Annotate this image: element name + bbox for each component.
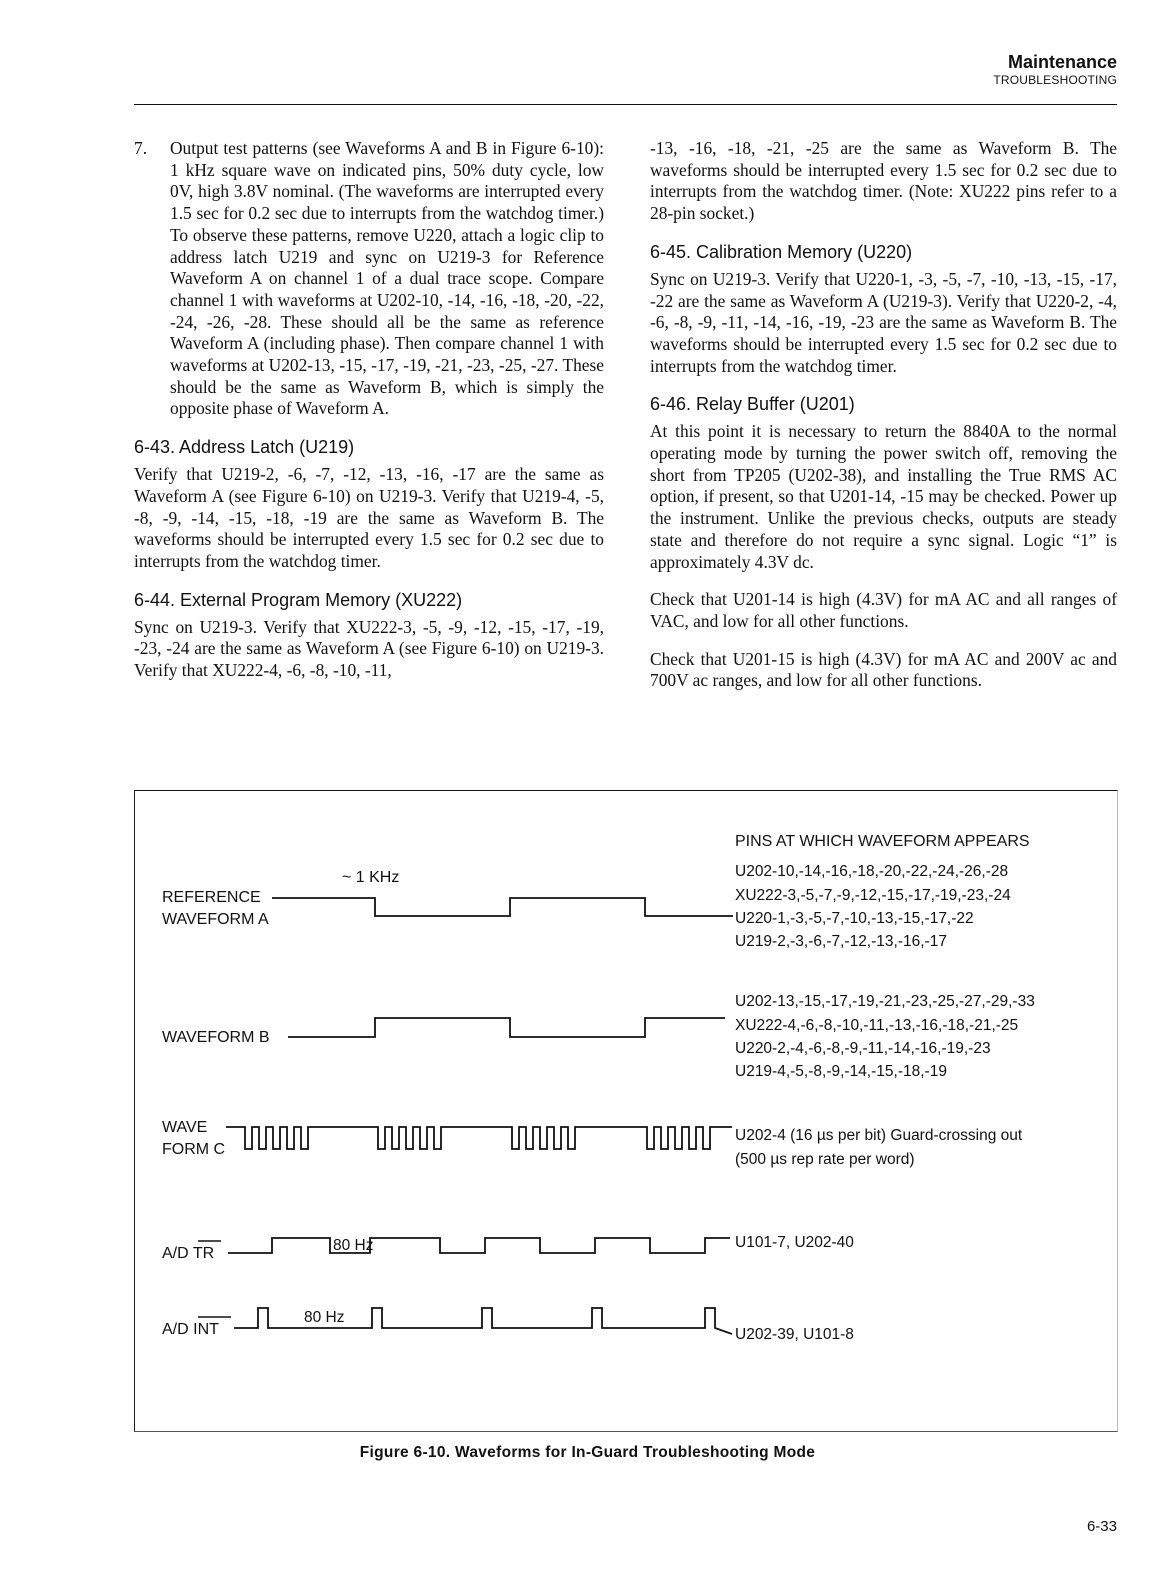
- step-7-number: 7.: [134, 138, 148, 158]
- adtr-label: A/D TR: [162, 1245, 215, 1262]
- waveform-c-label-line2: FORM C: [162, 1141, 226, 1158]
- ref-pins-3: U220-1,-3,-5,-7,-10,-13,-15,-17,-22: [735, 910, 974, 927]
- heading-6-43: 6-43. Address Latch (U219): [134, 437, 355, 458]
- wc-desc-2: (500 µs rep rate per word): [735, 1151, 915, 1168]
- wb-pins-3: U220-2,-4,-6,-8,-9,-11,-14,-16,-19,-23: [735, 1040, 991, 1057]
- heading-6-44: 6-44. External Program Memory (XU222): [134, 589, 463, 610]
- paragraph-6-46-c: Check that U201-15 is high (4.3V) for mA AC and 200V ac and 700V ac ranges, and low for all other functions.: [650, 648, 1117, 691]
- paragraph-6-44: Sync on U219-3. Verify that XU222-3, -5, -9, -12, -15, -17, -19, -23, -24 are the same as Waveform A (see Figure 6-10) on U219-3. Verify that XU222-4, -6, -8, -10, -11,: [134, 616, 604, 681]
- adtr-trace: [228, 1238, 730, 1253]
- waveform-a-trace: [272, 898, 733, 916]
- ref-pins-1: U202-10,-14,-16,-18,-20,-22,-24,-26,-28: [735, 863, 1009, 880]
- wb-pins-1: U202-13,-15,-17,-19,-21,-23,-25,-27,-29,-33: [735, 993, 1035, 1010]
- reference-label-line1: REFERENCE: [162, 889, 261, 906]
- reference-frequency: ~ 1 KHz: [342, 869, 400, 886]
- wb-pins-2: XU222-4,-6,-8,-10,-11,-13,-16,-18,-21,-25: [735, 1017, 1019, 1034]
- paragraph-6-46-b: Check that U201-14 is high (4.3V) for mA AC and all ranges of VAC, and low for all other functions.: [650, 589, 1117, 631]
- ref-pins-2: XU222-3,-5,-7,-9,-12,-15,-17,-19,-23,-24: [735, 887, 1011, 904]
- waveform-b-trace: [288, 1018, 725, 1037]
- adtr-pins: U101-7, U202-40: [735, 1234, 854, 1251]
- header-subtitle: TROUBLESHOOTING: [993, 73, 1117, 87]
- header-title: Maintenance: [1007, 52, 1117, 72]
- adint-pins: U202-39, U101-8: [735, 1326, 854, 1343]
- paragraph-6-43: Verify that U219-2, -6, -7, -12, -13, -16, -17 are the same as Waveform A (see Figure 6-10) on U219-3. Verify that U219-4, -5, -8, -9, -14, -15, -18, -19 are the same as Waveform B. The waveforms should be interrupted every 1.5 sec for 0.2 sec due to interrupts from the watchdog timer.: [134, 464, 604, 571]
- wb-pins-4: U219-4,-5,-8,-9,-14,-15,-18,-19: [735, 1063, 947, 1080]
- adint-frequency: 80 Hz: [304, 1309, 345, 1326]
- step-7-text: Output test patterns (see Waveforms A and B in Figure 6-10): 1 kHz square wave on indicated pins, 50% duty cycle, low 0V, high 3.8V nominal. (The waveforms are interrupted every 1.5 sec for 0.2 sec due to interrupts from the watchdog timer.) To observe these patterns, remove U220, attach a logic clip to address latch U219 and sync on U219-3 for Reference Waveform A on channel 1 of a dual trace scope. Compare channel 1 with waveforms at U202-10, -14, -16, -18, -20, -22, -24, -26, -28. These should all be the same as reference Waveform A (including phase). Then compare channel 1 with waveforms at U202-13, -15, -17, -19, -21, -23, -25, -27. These should be the same as Waveform B, which is simply the opposite phase of Waveform A.: [170, 138, 604, 419]
- heading-6-46: 6-46. Relay Buffer (U201): [650, 394, 855, 415]
- paragraph-6-44-continued: -13, -16, -18, -21, -25 are the same as Waveform B. The waveforms should be interrupted every 1.5 sec for 0.2 sec due to interrupts from the watchdog timer. (Note: XU222 pins refer to a 28-pin socket.): [650, 138, 1117, 224]
- waveform-c-label-line1: WAVE: [162, 1119, 208, 1136]
- page-number: 6-33: [1086, 1518, 1117, 1535]
- waveform-b-label: WAVEFORM B: [162, 1029, 270, 1046]
- figure-caption: Figure 6-10. Waveforms for In-Guard Troubleshooting Mode: [359, 1444, 816, 1461]
- wc-desc-1: U202-4 (16 µs per bit) Guard-crossing out: [735, 1127, 1023, 1144]
- adtr-frequency: 80 Hz: [333, 1237, 374, 1254]
- ref-pins-4: U219-2,-3,-6,-7,-12,-13,-16,-17: [735, 933, 947, 950]
- reference-label-line2: WAVEFORM A: [162, 911, 269, 928]
- adint-label: A/D INT: [162, 1321, 219, 1338]
- paragraph-6-45: Sync on U219-3. Verify that U220-1, -3, -5, -7, -10, -13, -15, -17, -22 are the same as Waveform A (U219-3). Verify that U220-2, -4, -6, -8, -9, -11, -14, -16, -19, -23 are the same as Waveform B. The waveforms should be interrupted every 1.5 sec for 0.2 sec due to interrupts from the watchdog timer.: [650, 268, 1117, 376]
- waveform-c-trace: [226, 1127, 732, 1149]
- pins-heading: PINS AT WHICH WAVEFORM APPEARS: [735, 833, 1030, 850]
- heading-6-45: 6-45. Calibration Memory (U220): [650, 241, 913, 262]
- paragraph-6-46-a: At this point it is necessary to return the 8840A to the normal operating mode by turning the power switch off, removing the short from TP205 (U202-38), and installing the True RMS AC option, if present, so that U201-14, -15 may be checked. Power up the instrument. Unlike the previous checks, outputs are steady state and therefore do not require a sync signal. Logic “1” is approximately 4.3V dc.: [650, 421, 1117, 572]
